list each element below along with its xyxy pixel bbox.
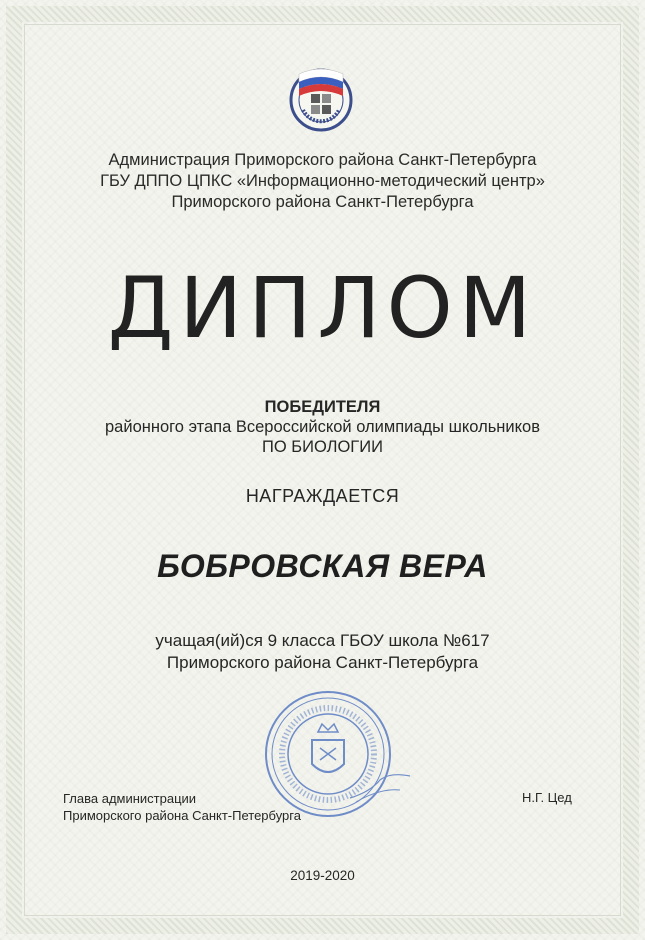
- signatory-name: Н.Г. Цед: [522, 790, 572, 805]
- awarded-label: НАГРАЖДАЕТСЯ: [245, 486, 400, 506]
- award-event: районного этапа Всероссийской олимпиады школьников: [105, 418, 540, 436]
- issuer-line: Администрация Приморского района Санкт-Петербурга: [108, 151, 537, 169]
- signatory-title: [63, 790, 301, 824]
- issuer-header: [40, 150, 605, 213]
- signatory-title-line: Приморского района Санкт-Петербурга: [63, 808, 301, 823]
- olympiad-emblem-icon: [277, 52, 365, 140]
- student-class: учащая(ий)ся 9 класса ГБОУ школа №617: [155, 631, 490, 650]
- academic-year: 2019-2020: [290, 868, 355, 883]
- student-info: [40, 630, 605, 674]
- award-subject: ПО БИОЛОГИИ: [262, 438, 383, 456]
- recipient-name: БОБРОВСКАЯ ВЕРА: [157, 548, 488, 584]
- document-title: ДИПЛОМ: [107, 259, 538, 357]
- student-district: Приморского района Санкт-Петербурга: [166, 653, 479, 672]
- signatory-title-line: Глава администрации: [63, 791, 197, 806]
- award-rank: ПОБЕДИТЕЛЯ: [264, 398, 381, 416]
- award-description: [40, 397, 605, 457]
- issuer-line: Приморского района Санкт-Петербурга: [171, 193, 474, 211]
- issuer-line: ГБУ ДППО ЦПКС «Информационно-методический центр»: [100, 172, 545, 190]
